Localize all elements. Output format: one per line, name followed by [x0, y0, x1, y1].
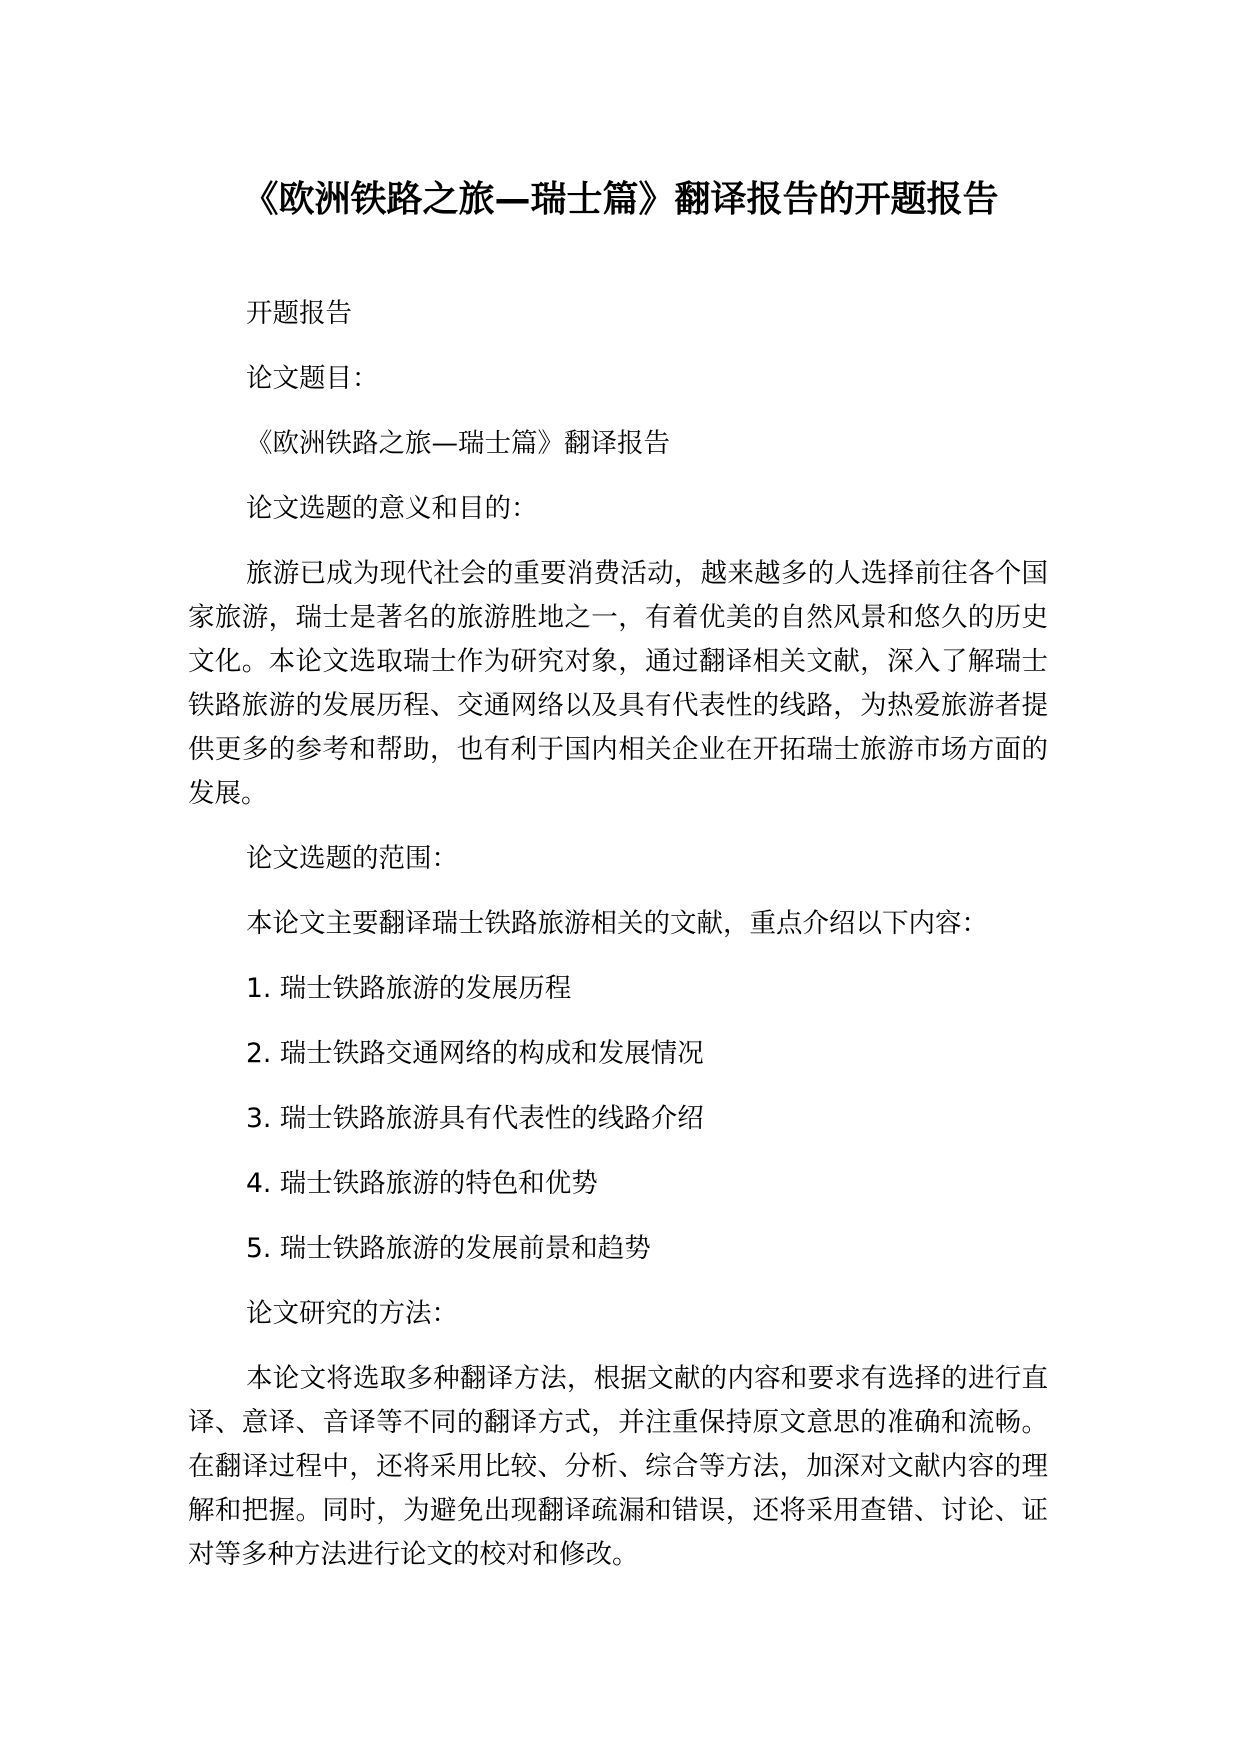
list-item-1: 1. 瑞士铁路旅游的发展历程	[246, 973, 572, 1004]
paragraph-method: 本论文将选取多种翻译方法，根据文献的内容和要求有选择的进行直译、意译、音译等不同的翻译方式，并注重保持原文意思的准确和流畅。在翻译过程中，还将采用比较、分析、综合等方法，加深对文献内容的理解和把握。同时，为避免出现翻译疏漏和错误，还将采用查错、讨论、证对等多种方法进行论文的校对和修改。	[188, 1363, 1048, 1570]
document-body	[188, 292, 1048, 1598]
list-item-3: 3. 瑞士铁路旅游具有代表性的线路介绍	[246, 1103, 704, 1134]
paragraph-scope-intro: 本论文主要翻译瑞士铁路旅游相关的文献，重点介绍以下内容：	[246, 908, 988, 939]
paragraph-scope-label: 论文选题的范围：	[246, 843, 458, 874]
paragraph-method-label: 论文研究的方法：	[246, 1298, 458, 1329]
list-item-5: 5. 瑞士铁路旅游的发展前景和趋势	[246, 1233, 651, 1264]
list-item-4: 4. 瑞士铁路旅游的特色和优势	[246, 1168, 598, 1199]
document-title: 《欧洲铁路之旅—瑞士篇》翻译报告的开题报告	[242, 179, 999, 220]
paragraph-heading-proposal: 开题报告	[246, 298, 352, 329]
paragraph-significance-label: 论文选题的意义和目的：	[246, 493, 538, 524]
paragraph-thesis-title: 《欧洲铁路之旅—瑞士篇》翻译报告	[246, 428, 670, 459]
paragraph-thesis-title-label: 论文题目：	[246, 363, 379, 394]
paragraph-significance: 旅游已成为现代社会的重要消费活动，越来越多的人选择前往各个国家旅游，瑞士是著名的旅游胜地之一，有着优美的自然风景和悠久的历史文化。本论文选取瑞士作为研究对象，通过翻译相关文献，深入了解瑞士铁路旅游的发展历程、交通网络以及具有代表性的线路，为热爱旅游者提供更多的参考和帮助，也有利于国内相关企业在开拓瑞士旅游市场方面的发展。	[188, 558, 1048, 809]
list-item-2: 2. 瑞士铁路交通网络的构成和发展情况	[246, 1038, 704, 1069]
